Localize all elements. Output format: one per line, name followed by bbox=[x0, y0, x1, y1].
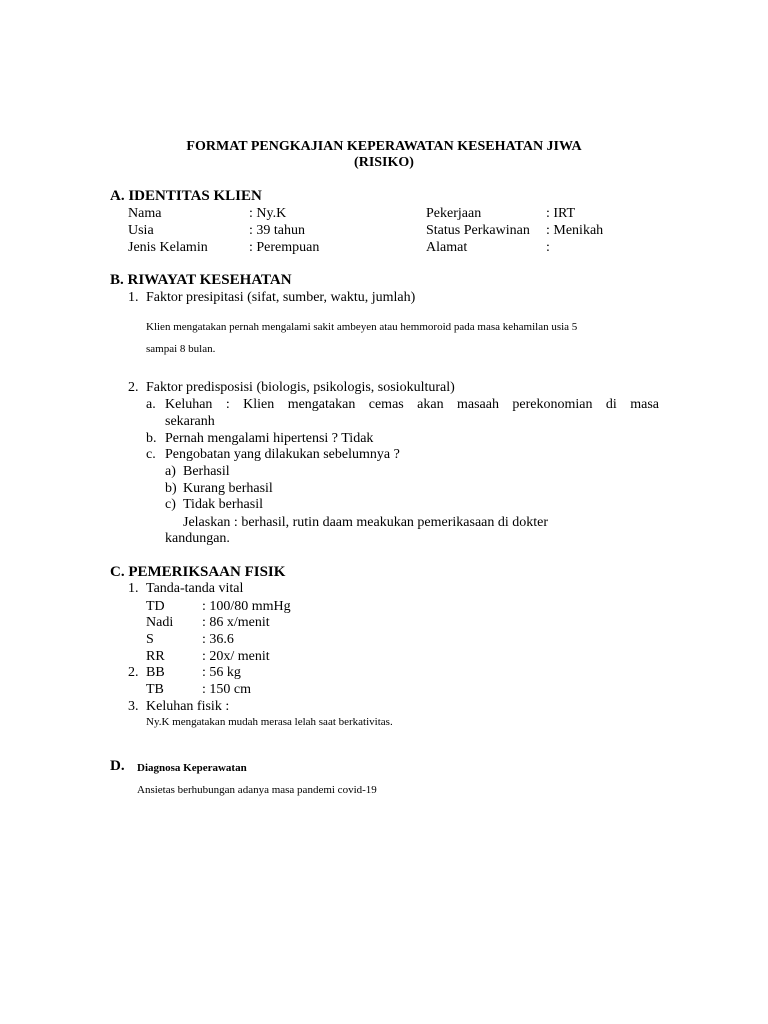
b-sub-a-line2: sekaranh bbox=[165, 414, 215, 429]
vital-label-nadi: Nadi bbox=[146, 615, 174, 630]
b-item1-note-line1: Klien mengatakan pernah mengalami sakit ambeyen atau hemmoroid pada masa kehamilan usia 5 bbox=[146, 321, 578, 333]
identity-label-usia: Usia bbox=[128, 223, 154, 238]
identity-label-status: Status Perkawinan bbox=[426, 223, 530, 238]
b-sub-a-line1: Keluhan : Klien mengatakan cemas akan masaah perekonomian di masa bbox=[165, 397, 659, 412]
c-item3-note: Ny.K mengatakan mudah merasa lelah saat berkativitas. bbox=[146, 716, 393, 728]
b-item1-number: 1. bbox=[128, 290, 139, 305]
identity-value-nama: : Ny.K bbox=[249, 206, 287, 221]
b-sub-a-letter: a. bbox=[146, 397, 156, 412]
identity-value-status: : Menikah bbox=[546, 223, 604, 238]
section-d-note: Ansietas berhubungan adanya masa pandemi covid-19 bbox=[137, 784, 377, 796]
b-sub-b-letter: b. bbox=[146, 431, 157, 446]
option-text: Kurang berhasil bbox=[183, 481, 273, 496]
b-item2-label: Faktor predisposisi (biologis, psikologis, sosiokultural) bbox=[146, 380, 455, 395]
identity-label-nama: Nama bbox=[128, 206, 162, 221]
explanation-line2: kandungan. bbox=[165, 531, 230, 546]
vital-label-rr: RR bbox=[146, 649, 165, 664]
identity-value-jenis-kelamin: : Perempuan bbox=[249, 240, 320, 255]
explanation-line1: Jelaskan : berhasil, rutin daam meakukan pemerikasaan di dokter bbox=[183, 515, 549, 530]
tb-label: TB bbox=[146, 682, 164, 697]
vital-value-rr: : 20x/ menit bbox=[202, 649, 270, 664]
document-title: FORMAT PENGKAJIAN KEPERAWATAN KESEHATAN JIWA bbox=[186, 139, 582, 154]
option-letter: c) bbox=[165, 497, 176, 512]
identity-value-usia: : 39 tahun bbox=[249, 223, 305, 238]
b-item1-label: Faktor presipitasi (sifat, sumber, waktu, jumlah) bbox=[146, 290, 416, 305]
vital-value-s: : 36.6 bbox=[202, 632, 234, 647]
c-item3-label: Keluhan fisik : bbox=[146, 699, 230, 714]
tb-value: : 150 cm bbox=[202, 682, 251, 697]
identity-value-alamat: : bbox=[546, 240, 550, 255]
section-b-heading: B. RIWAYAT KESEHATAN bbox=[110, 272, 292, 288]
vital-label-td: TD bbox=[146, 599, 165, 614]
b-item2-number: 2. bbox=[128, 380, 139, 395]
section-c-heading: C. PEMERIKSAAN FISIK bbox=[110, 564, 286, 580]
document-subtitle: (RISIKO) bbox=[354, 155, 414, 170]
identity-label-alamat: Alamat bbox=[426, 240, 468, 255]
option-text: Berhasil bbox=[183, 464, 230, 479]
option-letter: a) bbox=[165, 464, 176, 479]
vital-value-td: : 100/80 mmHg bbox=[202, 599, 291, 614]
c-item3-number: 3. bbox=[128, 699, 139, 714]
c-item1-label: Tanda-tanda vital bbox=[146, 581, 244, 596]
vital-label-s: S bbox=[146, 632, 154, 647]
identity-value-pekerjaan: : IRT bbox=[546, 206, 576, 221]
section-a-heading: A. IDENTITAS KLIEN bbox=[110, 188, 262, 204]
b-sub-c-letter: c. bbox=[146, 447, 156, 462]
identity-label-pekerjaan: Pekerjaan bbox=[426, 206, 482, 221]
c-item2-number: 2. bbox=[128, 665, 139, 680]
b-item1-note-line2: sampai 8 bulan. bbox=[146, 343, 216, 355]
section-d-heading: Diagnosa Keperawatan bbox=[137, 762, 247, 774]
section-d-letter: D. bbox=[110, 758, 125, 774]
c-item1-number: 1. bbox=[128, 581, 139, 596]
identity-label-jenis-kelamin: Jenis Kelamin bbox=[128, 240, 208, 255]
bb-label: BB bbox=[146, 665, 165, 680]
vital-value-nadi: : 86 x/menit bbox=[202, 615, 270, 630]
option-letter: b) bbox=[165, 481, 177, 496]
b-sub-c-text: Pengobatan yang dilakukan sebelumnya ? bbox=[165, 447, 400, 462]
b-sub-b-text: Pernah mengalami hipertensi ? Tidak bbox=[165, 431, 374, 446]
option-text: Tidak berhasil bbox=[183, 497, 263, 512]
bb-value: : 56 kg bbox=[202, 665, 241, 680]
